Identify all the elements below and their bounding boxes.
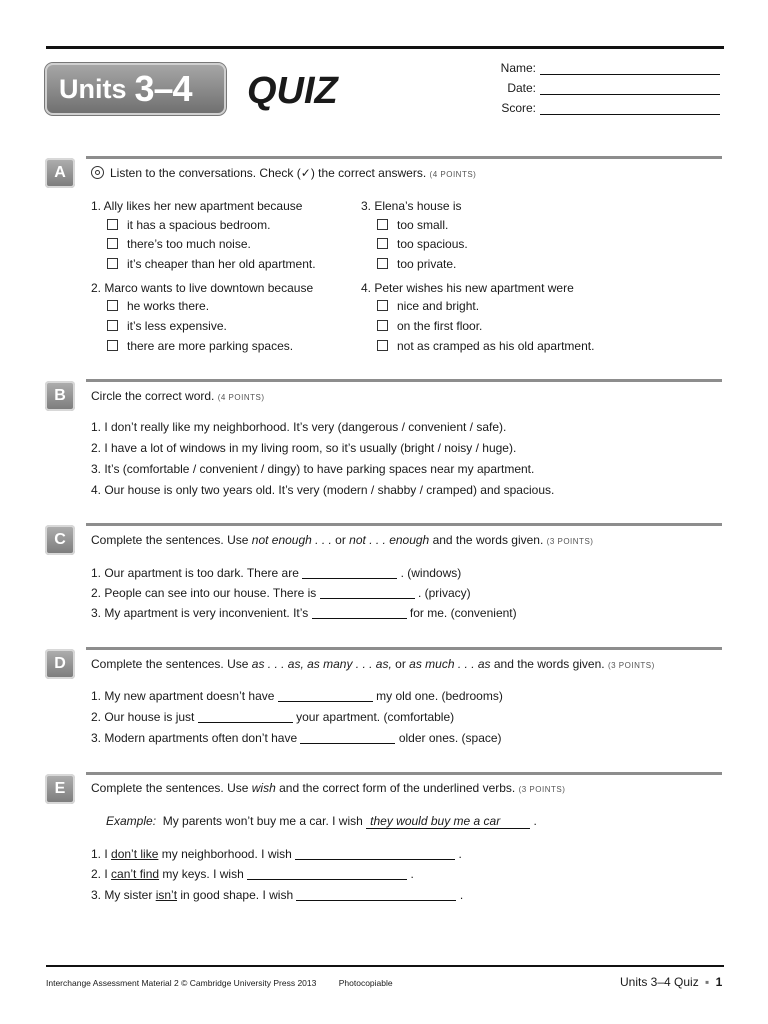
score-label: Score: (501, 101, 536, 115)
footer-quiz-label: Units 3–4 Quiz (620, 975, 699, 989)
question-a3-option-1[interactable] (377, 218, 448, 232)
option-label: nice and bright. (397, 299, 480, 313)
sentence-start: 3. Modern apartments often don’t have (91, 731, 298, 745)
question-a4-stem: 4. Peter wishes his new apartment were (361, 281, 574, 295)
sentence-end: older ones. (space) (398, 731, 502, 745)
section-d-instruction (91, 657, 655, 671)
sentence-end: my old one. (bedrooms) (376, 689, 503, 703)
question-b2: 2. I have a lot of windows in my living room, so it’s usually (bright / noisy / huge). (91, 441, 517, 455)
example-label: Example: (106, 814, 157, 828)
section-a-rule (86, 156, 722, 159)
option-label: it has a spacious bedroom. (127, 218, 271, 232)
question-b4: 4. Our house is only two years old. It’s very (modern / shabby / cramped) and spacious. (91, 483, 555, 497)
question-a1-stem: 1. Ally likes her new apartment because (91, 199, 303, 213)
audio-cd-icon (91, 166, 104, 179)
instruction-text: or (391, 657, 410, 671)
sentence-middle: my keys. I wish (162, 867, 244, 881)
sentence-start: 1. My new apartment doesn’t have (91, 689, 275, 703)
question-b1: 1. I don’t really like my neighborhood. It’s very (dangerous / convenient / safe). (91, 420, 507, 434)
sentence-end: . (459, 888, 464, 902)
option-label: there’s too much noise. (127, 237, 251, 251)
underlined-verb: can’t find (111, 867, 160, 881)
question-e3 (91, 888, 463, 902)
question-a4-option-3[interactable] (377, 339, 594, 353)
instruction-text: and the words given. (490, 657, 605, 671)
name-label: Name: (500, 61, 536, 75)
checkbox[interactable] (107, 320, 118, 331)
sentence-start: 2. I (91, 867, 108, 881)
section-a-badge: A (45, 158, 75, 188)
sentence-middle: my neighborhood. I wish (161, 847, 292, 861)
checkbox[interactable] (377, 258, 388, 269)
option-label: on the first floor. (397, 319, 483, 333)
instruction-text: Complete the sentences. Use (91, 657, 252, 671)
answer-blank[interactable] (296, 889, 456, 901)
footer-page: Units 3–4 Quiz ▪ 1 (620, 975, 723, 989)
question-a4-option-2[interactable] (377, 319, 482, 333)
section-c-rule (86, 523, 722, 526)
section-c-instruction (91, 533, 593, 547)
checkbox[interactable] (377, 219, 388, 230)
units-word: Units (59, 73, 127, 104)
option-label: not as cramped as his old apartment. (397, 339, 595, 353)
instruction-italic: as . . . as, as many . . . as, (251, 657, 392, 671)
question-a3-option-3[interactable] (377, 257, 456, 271)
sentence-end: . (410, 867, 414, 881)
checkbox[interactable] (377, 300, 388, 311)
section-b-badge: B (45, 381, 75, 411)
checkbox[interactable] (377, 340, 388, 351)
option-label: too small. (397, 218, 449, 232)
section-d-points: (3 POINTS) (607, 661, 655, 670)
option-label: he works there. (127, 299, 210, 313)
question-a2-option-3[interactable] (107, 339, 293, 353)
checkbox[interactable] (107, 219, 118, 230)
date-row (470, 81, 720, 95)
section-d-rule (86, 647, 722, 650)
sentence-start: 3. My sister (91, 888, 153, 902)
instruction-italic: not . . . enough (349, 533, 430, 547)
instruction-text: Complete the sentences. Use (91, 533, 252, 547)
answer-blank[interactable] (300, 732, 395, 744)
answer-blank[interactable] (278, 690, 373, 702)
question-e2 (91, 867, 414, 881)
units-badge (45, 63, 226, 115)
question-c1 (91, 566, 461, 580)
photocopiable-label: Photocopiable (338, 978, 393, 988)
sentence-start: 1. Our apartment is too dark. There are (91, 566, 299, 580)
section-e-rule (86, 772, 722, 775)
section-d-badge: D (45, 649, 75, 679)
checkbox[interactable] (107, 258, 118, 269)
date-field[interactable] (540, 82, 720, 95)
checkbox[interactable] (107, 238, 118, 249)
section-e-points: (3 POINTS) (518, 785, 566, 794)
section-a-instruction-text: Listen to the conversations. Check (✓) the correct answers. (110, 166, 427, 180)
section-a-points: (4 POINTS) (429, 170, 477, 179)
example-answer: they would buy me a car (366, 814, 530, 829)
sentence-start: 2. People can see into our house. There is (91, 586, 317, 600)
section-b-rule (86, 379, 722, 382)
name-row (470, 61, 720, 75)
instruction-text: Complete the sentences. Use (91, 781, 252, 795)
checkbox[interactable] (107, 340, 118, 351)
question-a2-option-2[interactable] (107, 319, 227, 333)
sentence-start: 1. I (91, 847, 108, 861)
sentence-end: . (privacy) (417, 586, 471, 600)
question-a2-stem: 2. Marco wants to live downtown because (91, 281, 314, 295)
answer-blank[interactable] (302, 567, 397, 579)
option-label: there are more parking spaces. (127, 339, 294, 353)
section-e-instruction (91, 781, 565, 795)
copyright-text: Interchange Assessment Material 2 © Cambridge University Press 2013 (46, 978, 317, 988)
name-field[interactable] (540, 62, 720, 75)
bottom-rule (46, 965, 724, 967)
question-d1 (91, 689, 503, 703)
sentence-end: for me. (convenient) (409, 606, 517, 620)
answer-blank[interactable] (247, 868, 407, 880)
question-e1 (91, 847, 462, 861)
instruction-italic: not enough . . . (251, 533, 332, 547)
answer-blank[interactable] (295, 848, 455, 860)
instruction-text: and the words given. (429, 533, 544, 547)
option-label: it’s cheaper than her old apartment. (127, 257, 316, 271)
question-a1-option-3[interactable] (107, 257, 316, 271)
question-b3: 3. It’s (comfortable / convenient / dingy) to have parking spaces near my apartment. (91, 462, 535, 476)
instruction-text: and the correct form of the underlined verbs. (275, 781, 516, 795)
section-c-badge: C (45, 525, 75, 555)
question-c2 (91, 586, 471, 600)
question-c3 (91, 606, 517, 620)
section-b-instruction (91, 389, 265, 403)
example-line: Example: My parents won’t buy me a car. I wish they would buy me a car . (106, 814, 537, 828)
sentence-middle: in good shape. I wish (180, 888, 294, 902)
checkbox[interactable] (377, 320, 388, 331)
page-number: 1 (715, 975, 723, 989)
checkbox[interactable] (377, 238, 388, 249)
score-row (470, 101, 720, 115)
sentence-end: . (windows) (400, 566, 462, 580)
answer-blank[interactable] (312, 607, 407, 619)
date-label: Date: (507, 81, 536, 95)
section-a-instruction (91, 166, 476, 180)
sentence-end: . (458, 847, 462, 861)
question-a1-option-2[interactable] (107, 237, 251, 251)
example-text: My parents won’t buy me a car. I wish (162, 814, 363, 828)
question-d2 (91, 710, 454, 724)
option-label: too spacious. (397, 237, 468, 251)
footer-copyright (46, 978, 393, 988)
question-a1-option-1[interactable] (107, 218, 270, 232)
section-e-badge: E (45, 774, 75, 804)
section-c-points: (3 POINTS) (546, 537, 594, 546)
sentence-start: 3. My apartment is very inconvenient. It’s (91, 606, 309, 620)
question-d3 (91, 731, 502, 745)
question-a4-option-1[interactable] (377, 299, 479, 313)
answer-blank[interactable] (320, 587, 415, 599)
section-b-points: (4 POINTS) (217, 393, 265, 402)
underlined-verb: isn’t (155, 888, 178, 902)
checkbox[interactable] (107, 300, 118, 311)
question-a3-stem: 3. Elena’s house is (361, 199, 462, 213)
section-b-instruction-text: Circle the correct word. (91, 389, 215, 403)
question-a3-option-2[interactable] (377, 237, 468, 251)
option-label: it’s less expensive. (127, 319, 227, 333)
quiz-title: QUIZ (247, 70, 338, 112)
underlined-verb: don’t like (111, 847, 159, 861)
instruction-italic: as much . . . as (409, 657, 491, 671)
units-number: 3–4 (134, 68, 192, 109)
answer-blank[interactable] (198, 711, 293, 723)
instruction-italic: wish (251, 781, 276, 795)
score-field[interactable] (540, 102, 720, 115)
sentence-start: 2. Our house is just (91, 710, 195, 724)
question-a2-option-1[interactable] (107, 299, 209, 313)
instruction-text: or (331, 533, 350, 547)
sentence-end: your apartment. (comfortable) (296, 710, 455, 724)
top-rule (46, 46, 724, 49)
option-label: too private. (397, 257, 457, 271)
